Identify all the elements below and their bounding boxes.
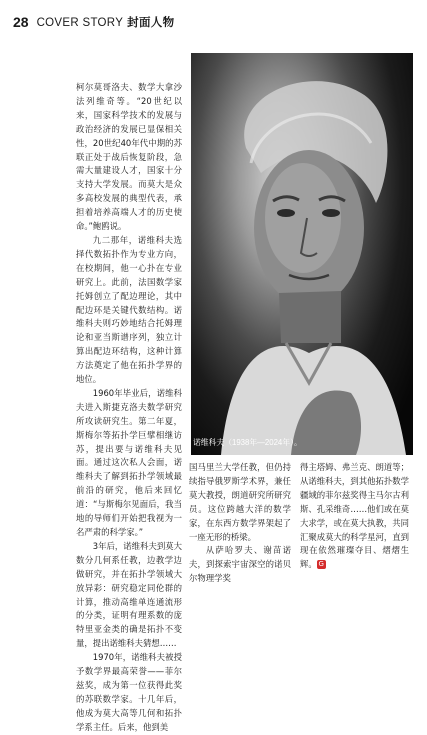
end-mark-icon: G bbox=[318, 560, 324, 569]
bottom-column-1 bbox=[189, 461, 291, 586]
left-column bbox=[76, 81, 182, 735]
paragraph: 柯尔莫哥洛夫、数学大拿沙法列维奇等。“20世纪以来，国家科学技术的发展与政治经济的发展已显保相关性，20世纪40年代中期的苏联正处于战后恢复阶段，急需大量建设人才，国家十分支持大学发展。而莫大是众多高校发展的典型代表，承担着培养高端人才的历史使命。”鲍鸥说。 bbox=[76, 82, 182, 232]
caption-years: （1938年—2024年）。 bbox=[224, 438, 302, 447]
caption-name: 诺维科夫 bbox=[193, 438, 225, 447]
section-title-cn: 封面人物 bbox=[127, 17, 175, 29]
paragraph: 九二那年，诺维科夫选择代数拓扑作为专业方向，在校期间，他一心扑在专业研究上。此前，法国数学家托姆创立了配边理论，其中配边环是关键代数结构。诺维科夫则巧妙地结合托姆理论和亚当斯谱序列，独立计算出配边环结构，这种计算方法奠定了他在拓扑学界的地位。 bbox=[76, 234, 182, 385]
page-number: 28 bbox=[13, 14, 29, 30]
photo-caption bbox=[193, 437, 302, 448]
bottom-column-2 bbox=[300, 461, 409, 572]
paragraph: 1960年毕业后，诺维科夫进入斯捷克洛夫数学研究所攻读研究生。第二年夏，斯梅尔等拓扑学巨擘相继访苏，提出要与诺维科夫见面。通过这次私人会面，诺维科夫了解到拓扑学领域最前沿的研究，他后来回忆道：“与斯梅尔见面后，我当地的导师们开始把我视为一名严肃的科学家。” bbox=[76, 387, 182, 537]
paragraph: 国马里兰大学任教，但仍持续指导俄罗斯学术界，兼任莫大教授，朗道研究所研究员。这位跨越大洋的数学家，在东西方数学界架起了一座无形的桥梁。 bbox=[189, 462, 291, 542]
portrait-photo bbox=[191, 53, 413, 455]
page-header bbox=[13, 12, 174, 32]
portrait-illustration bbox=[191, 53, 413, 455]
paragraph bbox=[300, 461, 409, 572]
paragraph: 1970年，诺维科夫被授予数学界最高荣誉——菲尔兹奖，成为第一位获得此奖的苏联数学家。十几年后，他成为莫大高等几何和拓扑学系主任。后来，他到美 bbox=[76, 652, 182, 732]
paragraph-text: 得主塔姆、弗兰克、朗道等；从诺维科夫，到其他拓扑数学疆域的菲尔兹奖得主马尔古利斯、孔采维奇……他们或在莫大求学，或在莫大执教，共同汇聚成莫大的科学星河，直到现在依然璀璨夺目、熠熠生辉。 bbox=[300, 462, 409, 570]
paragraph: 3年后，诺维科夫到莫大数分几何系任教，边教学边做研究，并在拓扑学领域大放异彩：研究稳定同伦群的计算，推动高维单连通流形的分类，证明有理系数的庞特里亚金类的确是拓扑不变量，提出诺维科夫猜想…… bbox=[76, 540, 182, 649]
paragraph: 从萨哈罗夫、谢苗诺夫，到探索宇宙深空的诺贝尔物理学奖 bbox=[189, 545, 291, 584]
section-title-en: COVER STORY bbox=[36, 17, 124, 29]
section-title bbox=[37, 14, 175, 30]
